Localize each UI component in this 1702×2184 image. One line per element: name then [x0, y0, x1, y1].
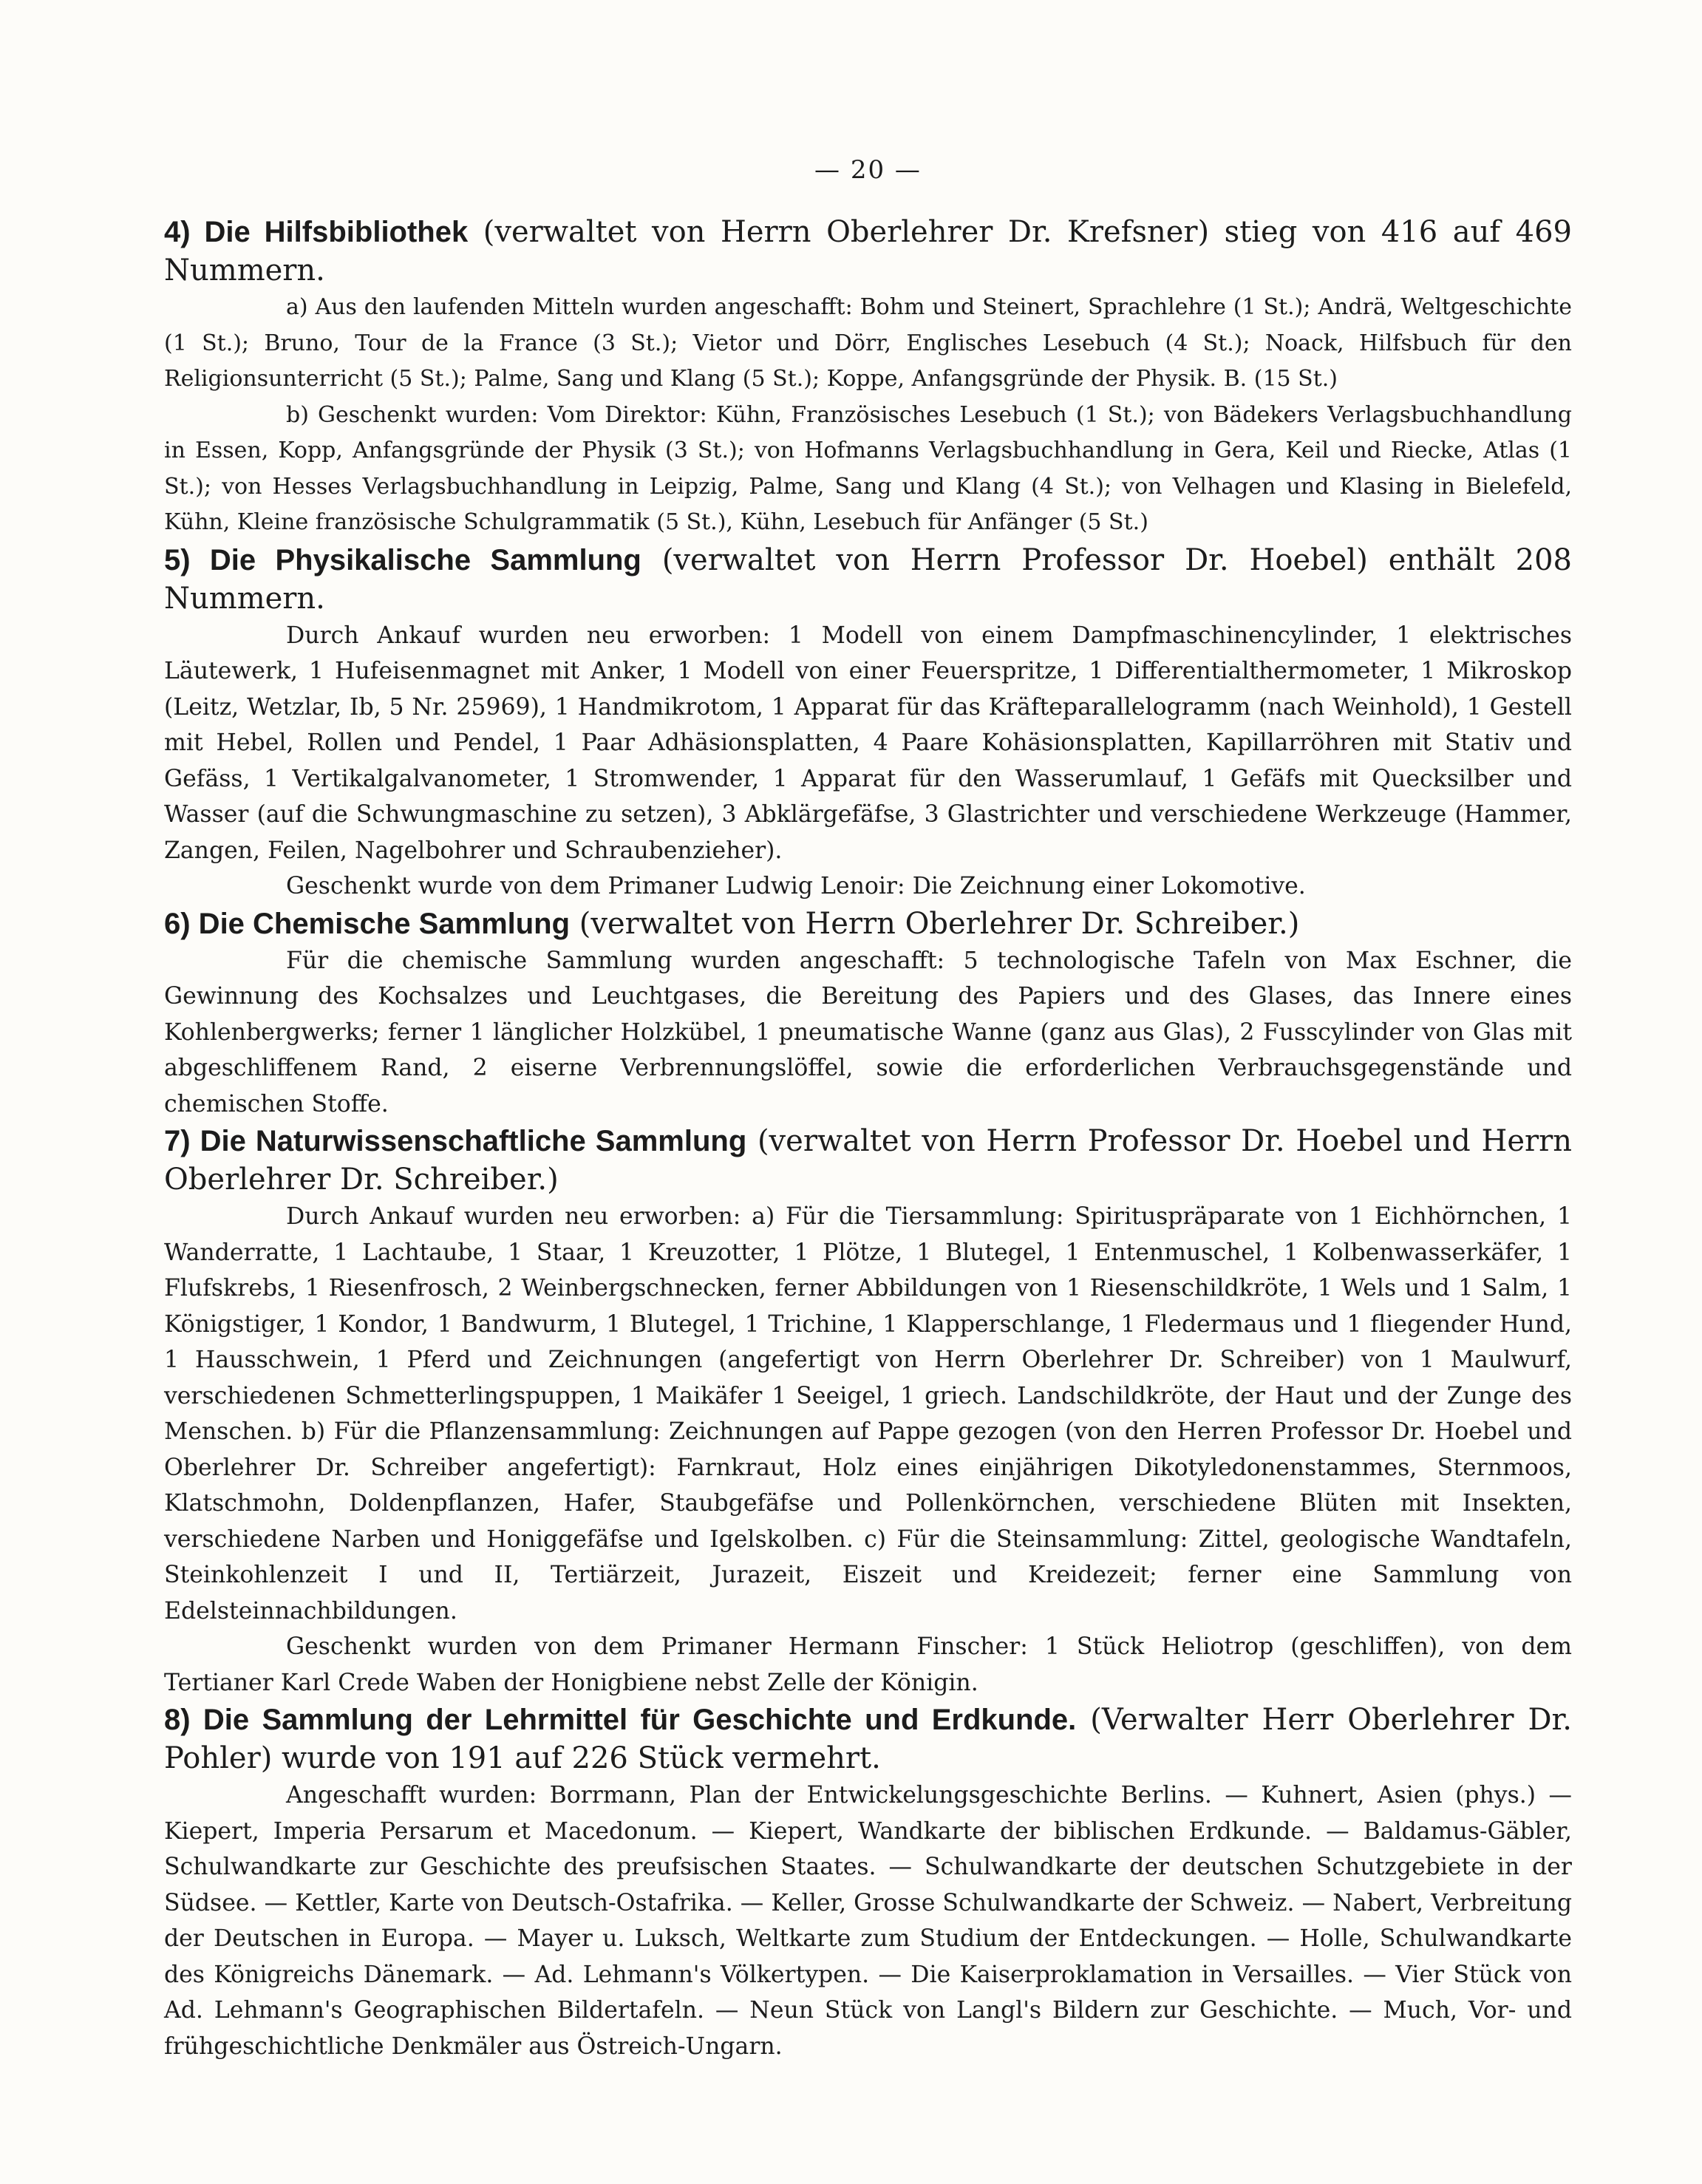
paragraph: Geschenkt wurde von dem Primaner Ludwig Lenoir: Die Zeichnung einer Lokomotive.: [286, 873, 1306, 899]
paragraph: Geschenkt wurden von dem Primaner Hermann Finscher: 1 Stück Heliotrop (geschliffen), von dem Tertianer Karl Crede Waben der Honigbiene nebst Zelle der Königin.: [164, 1633, 1572, 1696]
section-hilfsbibliothek: [164, 213, 1572, 541]
section-heading-text: (verwaltet von Herrn Professor Dr. Hoebel) enthält 208 Nummern.: [164, 542, 1573, 616]
section-heading-text: (verwaltet von Herrn Oberlehrer Dr. Krefsner) stieg von 416 auf 469 Nummern.: [164, 215, 1573, 288]
section-heading-text: (verwaltet von Herrn Oberlehrer Dr. Schreiber.): [579, 906, 1300, 941]
section-title: 7) Die Naturwissenschaftliche Sammlung: [164, 1125, 747, 1157]
paragraph: Durch Ankauf wurden neu erworben: a) Für die Tiersammlung: Spirituspräparate von 1 Eichhörnchen, 1 Wanderratte, 1 Lachtaube, 1 Staar, 1 Kreuzotter, 1 Plötze, 1 Blutegel, 1 Entenmuschel, 1 Kolbenwasserkäfer, 1 Flufskrebs, 1 Riesenfrosch, 2 Weinbergschnecken, ferner Abbildungen von 1 Riesenschildkröte, 1 Wels und 1 Salm, 1 Königstiger, 1 Kondor, 1 Bandwurm, 1 Blutegel, 1 Trichine, 1 Klapperschlange, 1 Fledermaus und 1 fliegender Hund, 1 Hausschwein, 1 Pferd und Zeichnungen (angefertigt von Herrn Oberlehrer Dr. Schreiber) von 1 Maulwurf, verschiedenen Schmetterlingspuppen, 1 Maikäfer 1 Seeigel, 1 griech. Landschildkröte, der Haut und der Zunge des Menschen. b) Für die Pflanzensammlung: Zeichnungen auf Pappe gezogen (von den Herren Professor Dr. Hoebel und Oberlehrer Dr. Schreiber angefertigt): Farnkraut, Holz eines einjährigen Dikotyledonenstammes, Sternmoos, Klatschmohn, Doldenpflanzen, Hafer, Staubgefäfse und Pollenkörnchen, verschiedene Blüten mit Insekten, verschiedene Narben und Honiggefäfse und Igelskolben. c) Für die Steinsammlung: Zittel, geologische Wandtafeln, Steinkohlenzeit I und II, Tertiärzeit, Jurazeit, Eiszeit und Kreidezeit; ferner eine Sammlung von Edelsteinnachbildungen.: [164, 1203, 1572, 1625]
paragraph: a) Aus den laufenden Mitteln wurden angeschafft: Bohm und Steinert, Sprachlehre (1 St.); Andrä, Weltgeschichte (1 St.); Bruno, Tour de la France (3 St.); Vietor und Dörr, Englisches Lesebuch (4 St.); Noack, Hilfsbuch für den Religionsunterricht (5 St.); Palme, Sang und Klang (5 St.); Koppe, Anfangsgründe der Physik. B. (15 St.): [164, 294, 1572, 392]
section-physikalische-sammlung: [164, 541, 1572, 905]
section-heading: [164, 1701, 1572, 1778]
section-title: 4) Die Hilfsbibliothek: [164, 216, 469, 248]
section-naturwissenschaftliche-sammlung: [164, 1122, 1572, 1701]
section-heading: [164, 905, 1572, 943]
paragraph: Durch Ankauf wurden neu erworben: 1 Modell von einem Dampfmaschinencylinder, 1 elektrisches Läutewerk, 1 Hufeisenmagnet mit Anker, 1 Modell von einer Feuerspritze, 1 Differentialthermometer, 1 Mikroskop (Leitz, Wetzlar, Ib, 5 Nr. 25969), 1 Handmikrotom, 1 Apparat für das Kräfteparallelogramm (nach Weinhold), 1 Gestell mit Hebel, Rollen und Pendel, 1 Paar Adhäsionsplatten, 4 Paare Kohäsionsplatten, Kapillarröhren mit Stativ und Gefäss, 1 Vertikalgalvanometer, 1 Stromwender, 1 Apparat für den Wasserumlauf, 1 Gefäfs mit Quecksilber und Wasser (auf die Schwungmaschine zu setzen), 3 Abklärgefäfse, 3 Glastrichter und verschiedene Werkzeuge (Hammer, Zangen, Feilen, Nagelbohrer und Schraubenzieher).: [164, 622, 1572, 864]
section-heading: [164, 213, 1572, 290]
document-page: [164, 155, 1572, 2064]
section-heading-text: (Verwalter Herr Oberlehrer Dr. Pohler) wurde von 191 auf 226 Stück vermehrt.: [164, 1703, 1572, 1775]
section-heading: [164, 1122, 1572, 1199]
section-title: 8) Die Sammlung der Lehrmittel für Geschichte und Erdkunde.: [164, 1704, 1077, 1736]
paragraph: b) Geschenkt wurden: Vom Direktor: Kühn, Französisches Lesebuch (1 St.); von Bädekers Verlagsbuchhandlung in Essen, Kopp, Anfangsgründe der Physik (3 St.); von Hofmanns Verlagsbuchhandlung in Gera, Keil und Riecke, Atlas (1 St.); von Hesses Verlagsbuchhandlung in Leipzig, Palme, Sang und Klang (4 St.); von Velhagen und Klasing in Bielefeld, Kühn, Kleine französische Schulgrammatik (5 St.), Kühn, Lesebuch für Anfänger (5 St.): [164, 401, 1572, 535]
section-heading: [164, 541, 1572, 618]
section-title: 6) Die Chemische Sammlung: [164, 907, 571, 940]
section-title: 5) Die Physikalische Sammlung: [164, 543, 641, 576]
section-heading-text: (verwaltet von Herrn Professor Dr. Hoebel und Herrn Oberlehrer Dr. Schreiber.): [164, 1124, 1573, 1197]
section-geschichte-erdkunde: [164, 1701, 1572, 2064]
paragraph: Für die chemische Sammlung wurden angeschafft: 5 technologische Tafeln von Max Eschner, die Gewinnung des Kochsalzes und Leuchtgases, die Bereitung des Papiers und des Glases, das Innere eines Kohlenbergwerks; ferner 1 länglicher Holzkübel, 1 pneumatische Wanne (ganz aus Glas), 2 Fusscylinder von Glas mit abgeschliffenem Rand, 2 eiserne Verbrennungslöffel, sowie die erforderlichen Verbrauchsgegenstände und chemischen Stoffe.: [164, 947, 1572, 1117]
paragraph: Angeschafft wurden: Borrmann, Plan der Entwickelungsgeschichte Berlins. — Kuhnert, Asien (phys.) — Kiepert, Imperia Persarum et Macedonum. — Kiepert, Wandkarte der biblischen Erdkunde. — Baldamus-Gäbler, Schulwandkarte zur Geschichte des preufsischen Staates. — Schulwandkarte der deutschen Schutzgebiete in der Südsee. — Kettler, Karte von Deutsch-Ostafrika. — Keller, Grosse Schulwandkarte der Schweiz. — Nabert, Verbreitung der Deutschen in Europa. — Mayer u. Luksch, Weltkarte zum Studium der Entdeckungen. — Holle, Schulwandkarte des Königreichs Dänemark. — Ad. Lehmann's Völkertypen. — Die Kaiserproklamation in Versailles. — Vier Stück von Ad. Lehmann's Geographischen Bildertafeln. — Neun Stück von Langl's Bildern zur Geschichte. — Much, Vor- und frühgeschichtliche Denkmäler aus Östreich-Ungarn.: [164, 1782, 1572, 2060]
page-number: — 20 —: [814, 155, 922, 185]
section-chemische-sammlung: [164, 905, 1572, 1123]
